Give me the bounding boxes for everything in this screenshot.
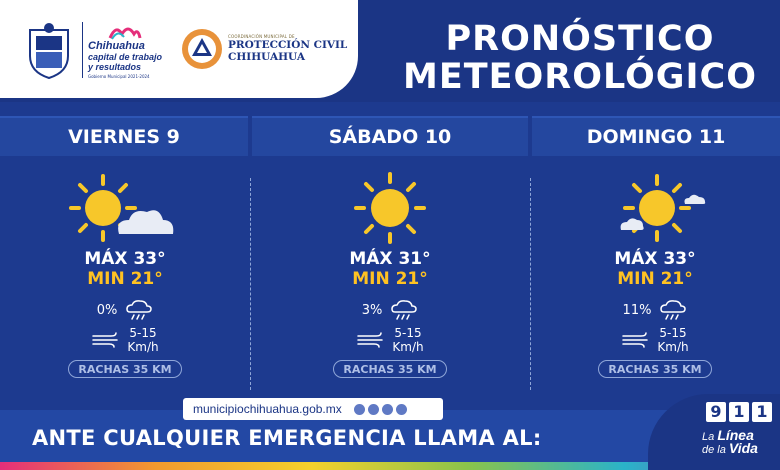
wind-icon <box>91 331 121 349</box>
wind-icon <box>356 331 386 349</box>
rain-chance: 3% <box>361 302 383 318</box>
wind-row <box>530 326 780 354</box>
rain-chance: 0% <box>96 302 118 318</box>
wind-range: 5-15 <box>129 326 157 340</box>
instagram-icon[interactable] <box>382 404 393 415</box>
wind-unit: Km/h <box>127 340 159 354</box>
municipal-seal-icon <box>24 22 74 80</box>
day-header-saturday: SÁBADO 10 <box>252 116 528 156</box>
x-icon[interactable] <box>354 404 365 415</box>
gusts-badge: RACHAS 35 KM <box>333 360 447 378</box>
forecast-column-sunday <box>530 156 780 396</box>
emergency-text: ANTE CUALQUIER EMERGENCIA LLAMA AL: <box>32 426 542 450</box>
gusts-badge: RACHAS 35 KM <box>68 360 182 378</box>
civil-protection-name-2: CHIHUAHUA <box>228 51 305 63</box>
rain-cloud-icon <box>390 299 418 321</box>
civil-protection-name-1: PROTECCIÓN CIVIL <box>228 39 348 51</box>
brand-subtitle-2: y resultados <box>88 62 142 72</box>
civil-protection-top: COORDINACIÓN MUNICIPAL DE <box>228 34 295 39</box>
rain-row <box>0 299 250 321</box>
column-divider <box>250 178 251 390</box>
gusts-badge: RACHAS 35 KM <box>598 360 712 378</box>
linea-word: Línea <box>717 427 754 443</box>
linea-word: La <box>702 431 715 443</box>
wind-icon <box>621 331 651 349</box>
digit: 1 <box>752 402 772 422</box>
day-header-friday: VIERNES 9 <box>0 116 248 156</box>
max-temp: MÁX 33° <box>614 249 696 269</box>
rain-cloud-icon <box>659 299 687 321</box>
page-title <box>380 20 780 96</box>
rain-cloud-icon <box>125 299 153 321</box>
brand-tagline: Gobierno Municipal 2021-2024 <box>88 74 150 79</box>
logo-divider <box>82 22 83 78</box>
website-box[interactable] <box>183 398 443 420</box>
wind-unit: Km/h <box>657 340 689 354</box>
wind-unit: Km/h <box>392 340 424 354</box>
title-line-2: METEOROLÓGICO <box>403 57 757 97</box>
tiktok-icon[interactable] <box>396 404 407 415</box>
wind-value <box>657 326 688 354</box>
wind-value <box>392 326 423 354</box>
website-link[interactable]: municipiochihuahua.gob.mx <box>193 402 342 416</box>
civil-protection-emblem-icon <box>180 27 224 71</box>
wind-value <box>127 326 158 354</box>
digit: 9 <box>706 402 726 422</box>
day-header-sunday: DOMINGO 11 <box>532 116 780 156</box>
facebook-icon[interactable] <box>368 404 379 415</box>
chihuahua-logo <box>88 24 172 79</box>
linea-word: de la <box>702 444 726 456</box>
sun-small-clouds-icon <box>585 170 725 250</box>
rain-row <box>530 299 780 321</box>
wind-row <box>0 326 250 354</box>
linea-de-la-vida-logo <box>702 427 758 456</box>
linea-word: Vida <box>728 440 758 456</box>
brand-subtitle-1: capital de trabajo <box>88 52 163 62</box>
forecast-column-saturday <box>265 156 515 396</box>
digit: 1 <box>729 402 749 422</box>
max-temp: MÁX 31° <box>349 249 431 269</box>
wind-row <box>265 326 515 354</box>
logo-panel <box>0 0 358 98</box>
sun-cloud-icon <box>55 170 195 250</box>
rain-chance: 11% <box>622 302 652 318</box>
min-temp: MIN 21° <box>87 269 163 289</box>
min-temp: MIN 21° <box>352 269 428 289</box>
emergency-911-badge <box>648 394 780 470</box>
wind-range: 5-15 <box>394 326 422 340</box>
social-icons <box>354 404 407 415</box>
rain-row <box>265 299 515 321</box>
chihuahua-mark-icon <box>108 24 142 40</box>
emergency-number <box>706 402 772 422</box>
brand-name: Chihuahua <box>88 40 145 52</box>
wind-range: 5-15 <box>659 326 687 340</box>
min-temp: MIN 21° <box>617 269 693 289</box>
max-temp: MÁX 33° <box>84 249 166 269</box>
title-line-1: PRONÓSTICO <box>445 19 715 59</box>
forecast-column-friday <box>0 156 250 396</box>
civil-protection-text <box>228 34 354 63</box>
sun-icon <box>320 170 460 250</box>
